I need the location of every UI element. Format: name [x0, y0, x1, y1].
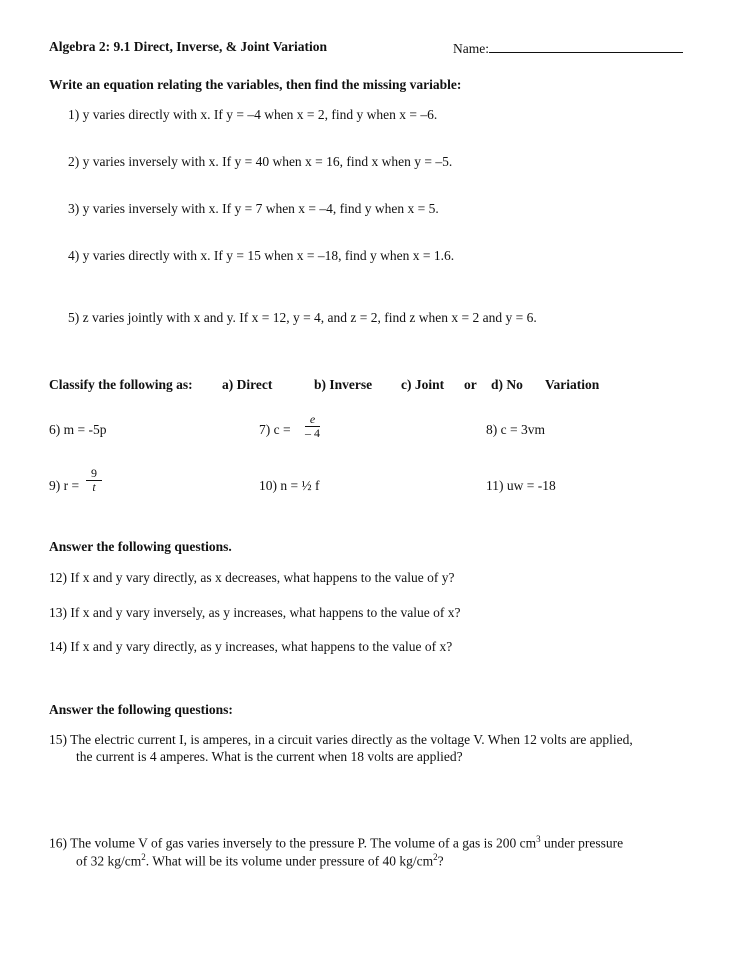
- question-16-line1: [49, 834, 623, 852]
- question-5: 5) z varies jointly with x and y. If x = 12, y = 4, and z = 2, find z when x = 2 and y = 6.: [68, 310, 537, 325]
- question-9-fraction: [86, 467, 102, 494]
- classify-heading: Classify the following as:: [49, 377, 193, 392]
- section3-heading: Answer the following questions.: [49, 539, 232, 554]
- fraction-denominator: t: [92, 480, 96, 494]
- question-2: 2) y varies inversely with x. If y = 40 when x = 16, find x when y = –5.: [68, 154, 453, 169]
- name-label: Name:: [453, 41, 489, 56]
- q16-superscript: 2: [141, 852, 146, 862]
- question-10: 10) n = ½ f: [259, 478, 320, 493]
- q16-superscript: 2: [433, 852, 438, 862]
- option-or: or: [464, 377, 477, 392]
- q16-text: 16) The volume V of gas varies inversely to the pressure P. The volume of a gas is 200 cm: [49, 835, 537, 851]
- question-7-fraction: [305, 413, 320, 440]
- option-no: d) No: [491, 377, 523, 392]
- section4-heading: Answer the following questions:: [49, 702, 233, 717]
- q16-text: of 32 kg/cm: [76, 853, 142, 869]
- question-12: 12) If x and y vary directly, as x decreases, what happens to the value of y?: [49, 570, 455, 585]
- question-4: 4) y varies directly with x. If y = 15 when x = –18, find y when x = 1.6.: [68, 248, 455, 263]
- q16-text: ?: [437, 853, 444, 869]
- fraction-numerator: 9: [86, 467, 102, 481]
- question-9-prefix: 9) r =: [49, 478, 80, 493]
- worksheet-title: Algebra 2: 9.1 Direct, Inverse, & Joint Variation: [49, 39, 327, 54]
- option-joint: c) Joint: [401, 377, 445, 392]
- option-direct: a) Direct: [222, 377, 273, 392]
- q16-text: under pressure: [540, 835, 624, 851]
- question-15-line2: the current is 4 amperes. What is the current when 18 volts are applied?: [76, 749, 463, 764]
- question-15-line1: 15) The electric current I, is amperes, in a circuit varies directly as the voltage V. When 12 volts are applied,: [49, 732, 633, 747]
- fraction-denominator: – 4: [305, 426, 320, 440]
- name-blank-line: [489, 39, 683, 53]
- question-7-prefix: 7) c =: [259, 422, 291, 437]
- question-14: 14) If x and y vary directly, as y increases, what happens to the value of x?: [49, 639, 453, 654]
- option-variation: Variation: [545, 377, 600, 392]
- question-16-line2: [76, 852, 444, 870]
- question-3: 3) y varies inversely with x. If y = 7 when x = –4, find y when x = 5.: [68, 201, 439, 216]
- question-11: 11) uw = -18: [486, 478, 556, 493]
- name-field[interactable]: [453, 39, 683, 57]
- question-1: 1) y varies directly with x. If y = –4 when x = 2, find y when x = –6.: [68, 107, 438, 122]
- q16-superscript: 3: [536, 834, 541, 844]
- question-8: 8) c = 3vm: [486, 422, 545, 437]
- option-inverse: b) Inverse: [314, 377, 373, 392]
- q16-text: . What will be its volume under pressure of 40 kg/cm: [145, 853, 434, 869]
- question-6: 6) m = -5p: [49, 422, 107, 437]
- section1-heading: Write an equation relating the variables, then find the missing variable:: [49, 77, 462, 92]
- question-13: 13) If x and y vary inversely, as y increases, what happens to the value of x?: [49, 605, 461, 620]
- fraction-numerator: e: [305, 413, 320, 427]
